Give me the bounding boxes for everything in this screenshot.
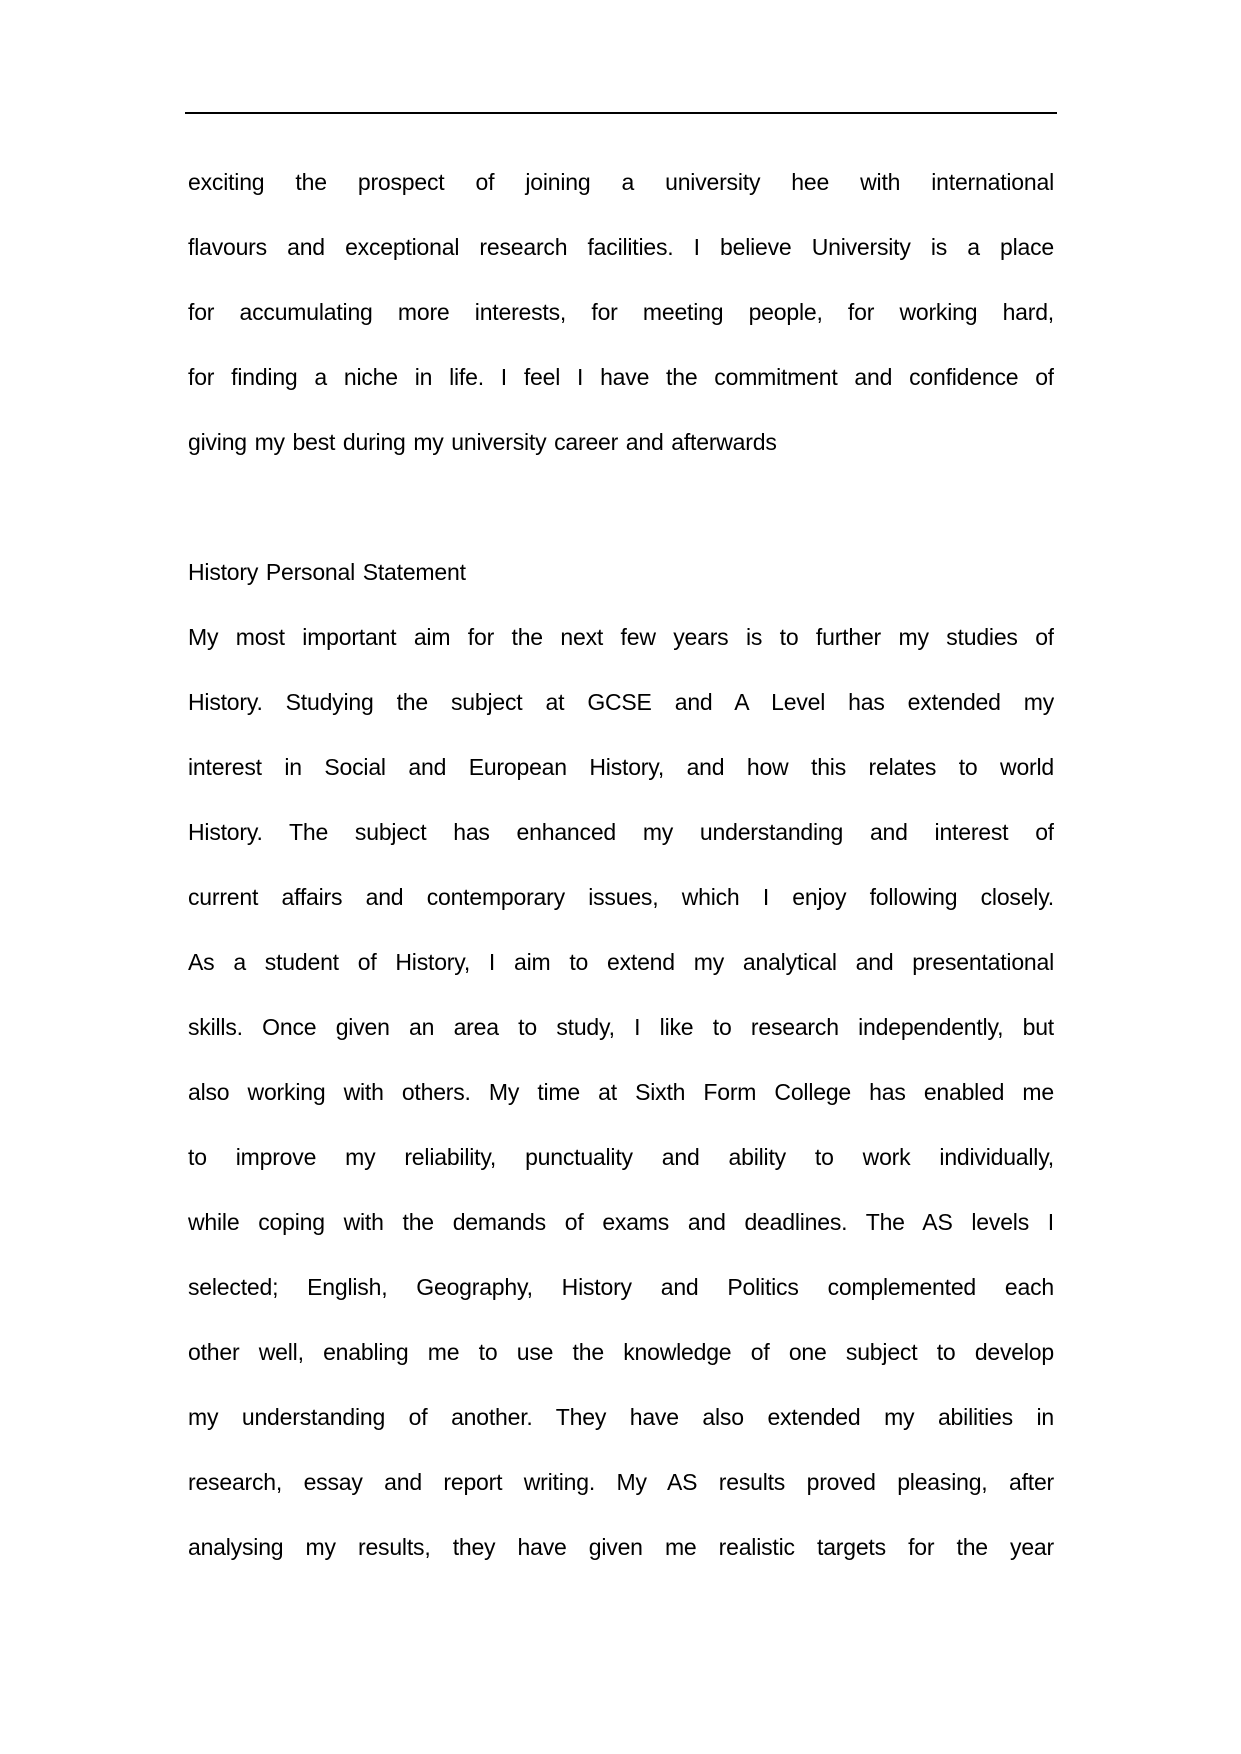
text-column (188, 150, 1054, 1580)
text-line: giving my best during my university career and afterwards (188, 429, 777, 455)
text-line: for accumulating more interests, for meeting people, for working hard, (188, 299, 1054, 325)
text-line: research, essay and report writing. My AS results proved pleasing, after (188, 1469, 1054, 1495)
text-line: skills. Once given an area to study, I like to research independently, but (188, 1014, 1054, 1040)
text-line: while coping with the demands of exams and deadlines. The AS levels I (188, 1209, 1054, 1235)
text-line: other well, enabling me to use the knowledge of one subject to develop (188, 1339, 1054, 1365)
text-line: my understanding of another. They have also extended my abilities in (188, 1404, 1054, 1430)
top-divider-line (185, 112, 1057, 114)
text-line: exciting the prospect of joining a university hee with international (188, 169, 1054, 195)
statement-paragraph (188, 605, 1054, 1580)
text-line: History. Studying the subject at GCSE and A Level has extended my (188, 689, 1054, 715)
text-line: History. The subject has enhanced my understanding and interest of (188, 819, 1054, 845)
text-line: for finding a niche in life. I feel I have the commitment and confidence of (188, 364, 1054, 390)
intro-paragraph (188, 150, 1054, 475)
section-heading: History Personal Statement (188, 559, 466, 585)
text-line: current affairs and contemporary issues, which I enjoy following closely. (188, 884, 1054, 910)
text-line: interest in Social and European History, and how this relates to world (188, 754, 1054, 780)
text-line: to improve my reliability, punctuality and ability to work individually, (188, 1144, 1054, 1170)
text-line: selected; English, Geography, History and Politics complemented each (188, 1274, 1054, 1300)
text-line: also working with others. My time at Sixth Form College has enabled me (188, 1079, 1054, 1105)
text-line: As a student of History, I aim to extend my analytical and presentational (188, 949, 1054, 975)
text-line: My most important aim for the next few years is to further my studies of (188, 624, 1054, 650)
text-line: analysing my results, they have given me realistic targets for the year (188, 1534, 1054, 1560)
text-line: flavours and exceptional research facilities. I believe University is a place (188, 234, 1054, 260)
paragraph-spacer (188, 475, 1054, 540)
